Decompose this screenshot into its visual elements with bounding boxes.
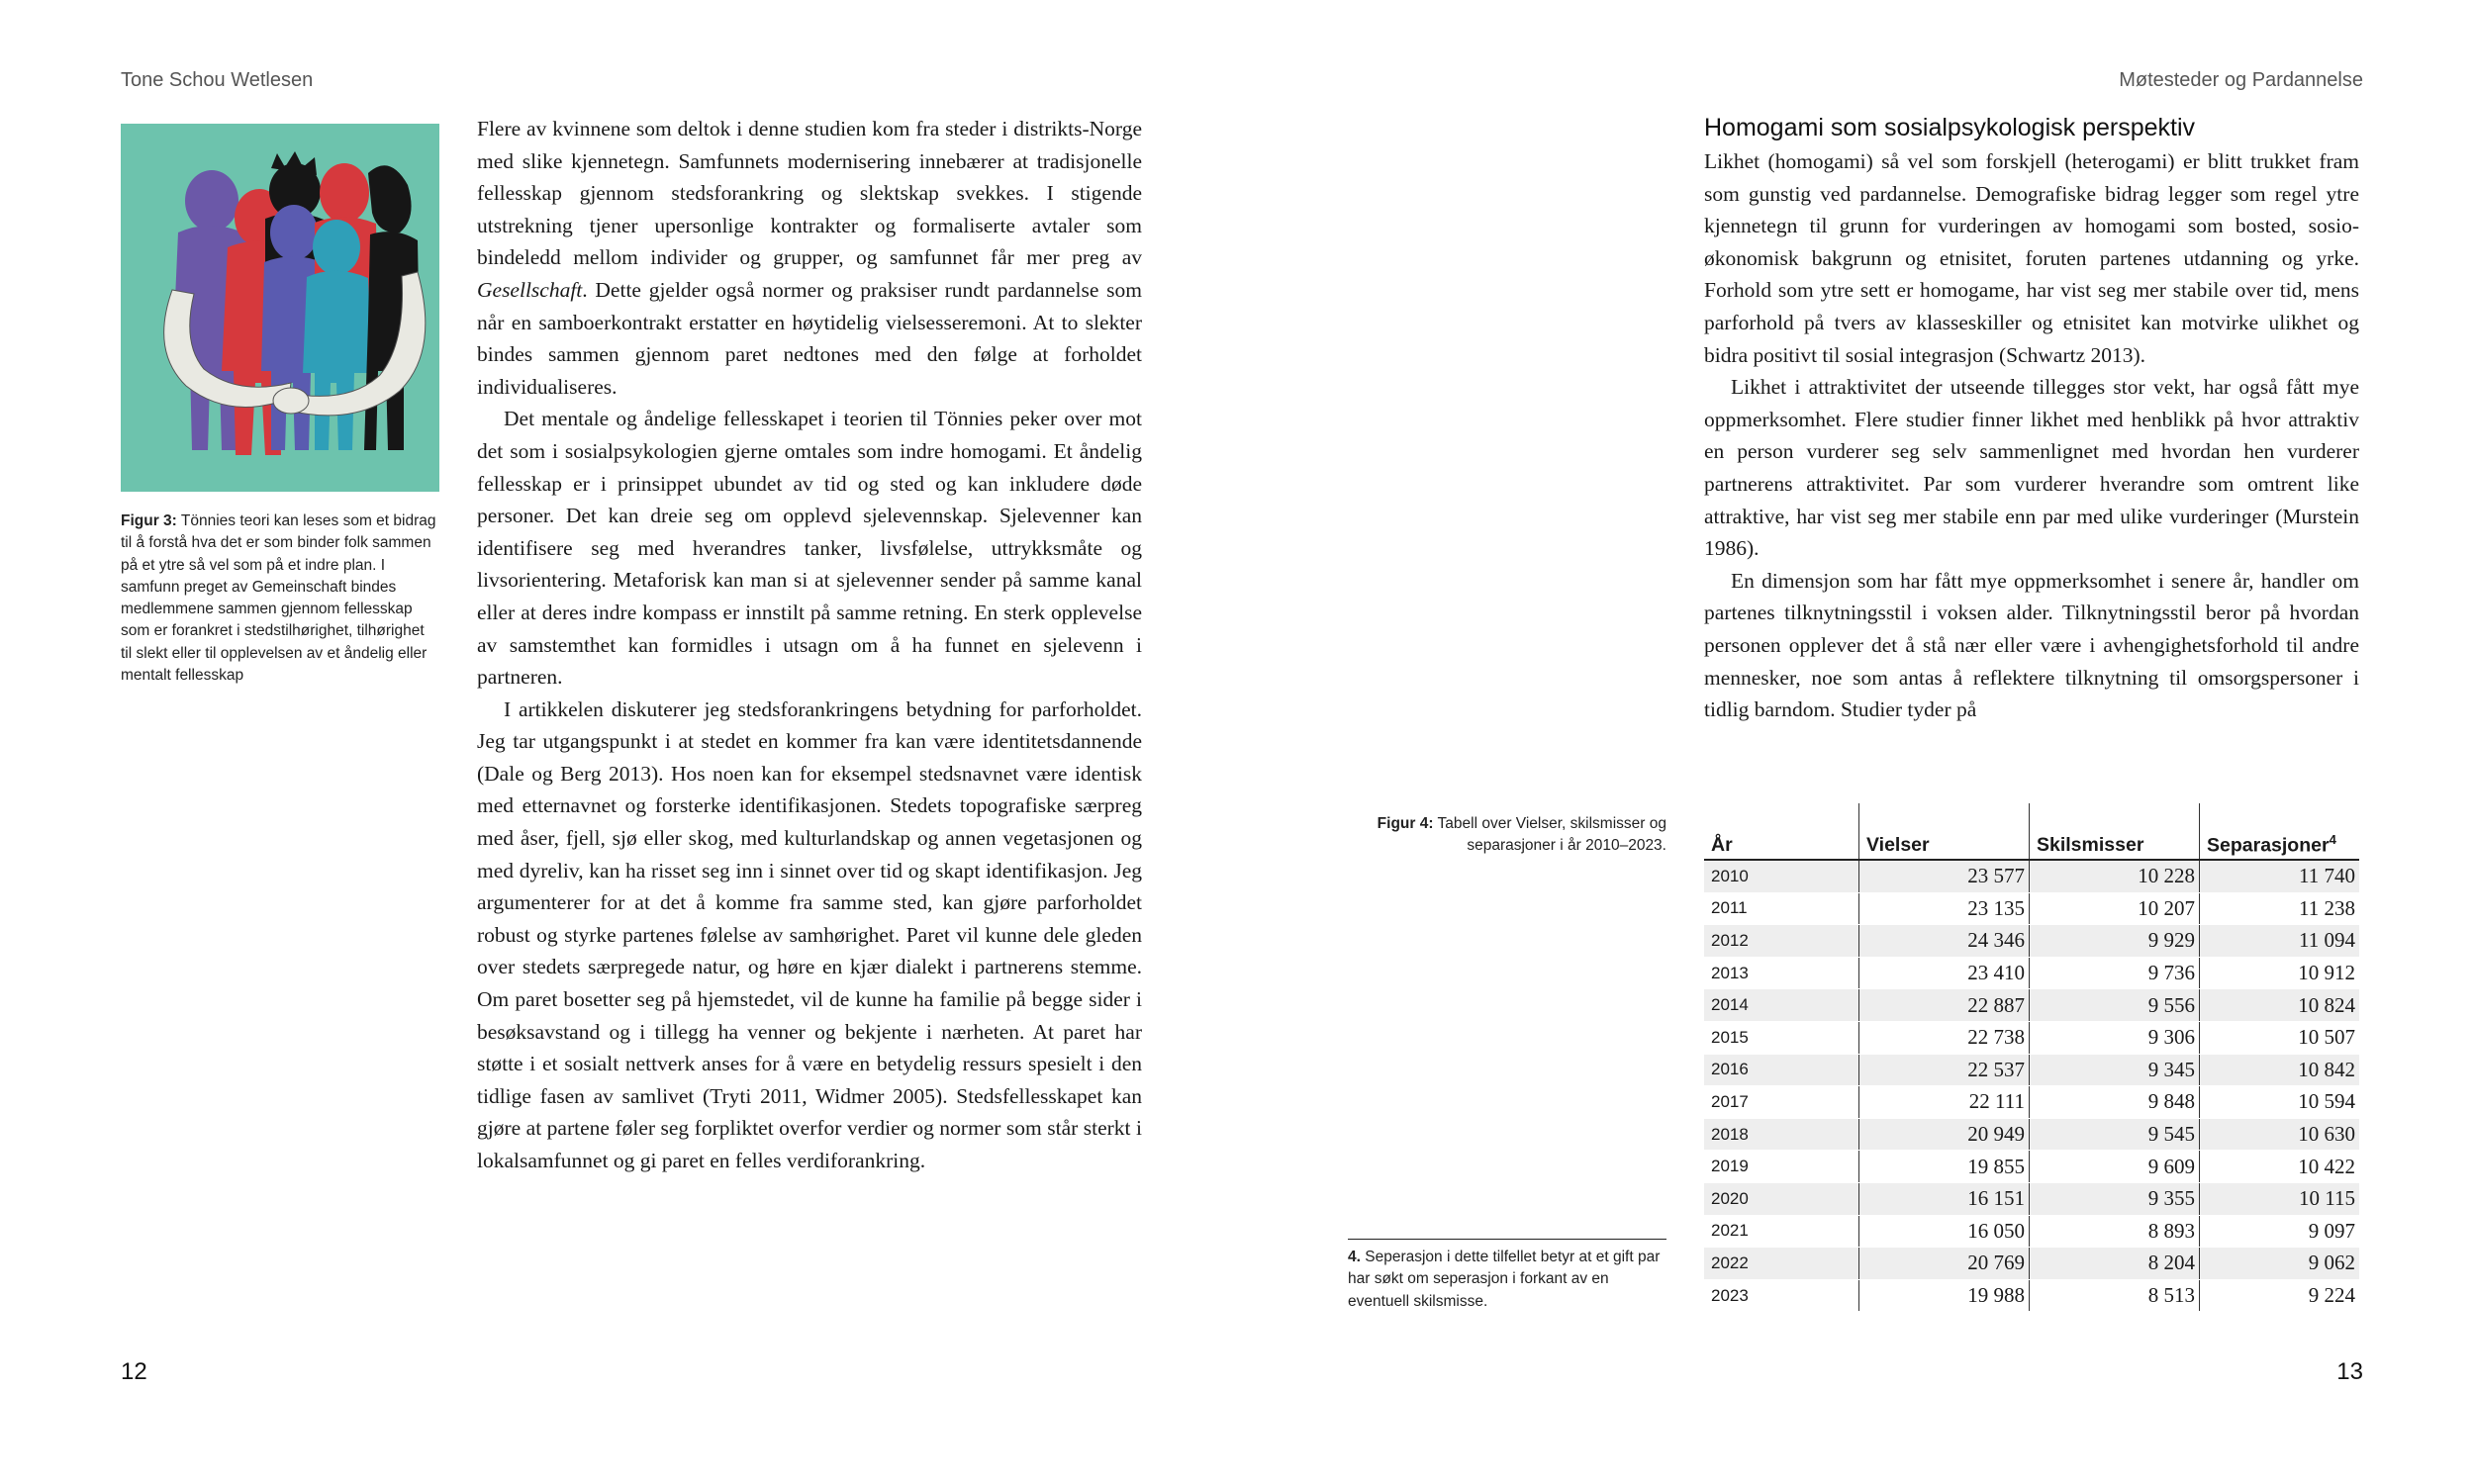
stats-table	[1704, 803, 2359, 1312]
figure-3-text: Tönnies teori kan leses som et bidrag til å forstå hva det er som binder folk sammen på et ytre så vel som på et indre plan. I samfunn preget av Gemeinschaft bindes medlemmene sammen gjennom fellesskap som er forankret i stedstilhørighet, tilhørighet til slekt eller til opplevelsen av et åndelig eller mentalt fellesskap	[121, 512, 436, 685]
cell-year: 2010	[1704, 860, 1859, 892]
footnote	[1348, 1247, 1666, 1313]
left-paragraph-1-end: . Dette gjelder også normer og praksiser rundt pardannelse som når en samboerkontrakt erstatter en høytidelig vielsesseremoni. At to slekter bindes sammen gjennom paret nedtones med den følge at forholdet individualiseres.	[477, 277, 1142, 399]
page-number-left: 12	[121, 1358, 147, 1385]
cell-skilsmisser: 8 204	[2030, 1248, 2200, 1280]
page-number-right: 13	[2336, 1358, 2363, 1385]
table-row	[1704, 1279, 2359, 1312]
cell-year: 2022	[1704, 1248, 1859, 1280]
footnote-marker: 4	[2329, 831, 2336, 847]
table-body	[1704, 860, 2359, 1312]
cell-vielser: 16 050	[1859, 1215, 2030, 1248]
cell-year: 2017	[1704, 1086, 1859, 1119]
left-body-column	[477, 113, 1142, 1177]
footnote-rule	[1348, 1239, 1666, 1240]
cell-skilsmisser: 9 306	[2030, 1021, 2200, 1054]
cell-vielser: 19 855	[1859, 1151, 2030, 1183]
header-year: År	[1704, 803, 1859, 860]
cell-year: 2014	[1704, 989, 1859, 1022]
table-row	[1704, 989, 2359, 1022]
table-row	[1704, 1021, 2359, 1054]
table-row	[1704, 860, 2359, 892]
cell-vielser: 16 151	[1859, 1182, 2030, 1215]
cell-year: 2015	[1704, 1021, 1859, 1054]
cell-vielser: 20 949	[1859, 1118, 2030, 1151]
figure-4-caption	[1348, 813, 1666, 858]
figure-3-caption	[121, 510, 439, 687]
cell-separasjoner: 11 238	[2200, 892, 2360, 925]
header-separasjoner-label: Separasjoner	[2207, 834, 2330, 856]
cell-skilsmisser: 9 355	[2030, 1182, 2200, 1215]
cell-year: 2023	[1704, 1279, 1859, 1312]
cell-vielser: 23 135	[1859, 892, 2030, 925]
table-row	[1704, 1054, 2359, 1086]
cell-skilsmisser: 9 929	[2030, 925, 2200, 958]
right-paragraph-2: Likhet i attraktivitet der utseende tillegges stor vekt, har også fått mye oppmerksomhet. Flere studier finner likhet med henblikk på hvor attraktiv en person vurderer seg selv sammenlignet med hvordan hen vurderer partnerens attraktivitet. Par som vurderer hverandre som omtrent like attraktive, har vist seg mer stabile enn par med ulike vurderinger (Murstein 1986).	[1704, 375, 2359, 561]
embracing-people-illustration	[121, 124, 439, 492]
cell-separasjoner: 10 115	[2200, 1182, 2360, 1215]
cell-separasjoner: 10 842	[2200, 1054, 2360, 1086]
cell-separasjoner: 9 097	[2200, 1215, 2360, 1248]
cell-separasjoner: 10 912	[2200, 957, 2360, 989]
figure-3-label: Figur 3:	[121, 512, 177, 529]
footnote-label: 4.	[1348, 1249, 1361, 1265]
figure-4-text: Tabell over Vielser, skilsmisser og separasjoner i år 2010–2023.	[1437, 815, 1666, 855]
table-row	[1704, 1118, 2359, 1151]
running-head-right: Møtesteder og Pardannelse	[2119, 69, 2363, 91]
cell-vielser: 24 346	[1859, 925, 2030, 958]
left-paragraph-1	[477, 113, 1142, 403]
cell-skilsmisser: 10 207	[2030, 892, 2200, 925]
cell-separasjoner: 10 824	[2200, 989, 2360, 1022]
table-row	[1704, 957, 2359, 989]
left-paragraph-3: I artikkelen diskuterer jeg stedsforankringens betydning for parforholdet. Jeg tar utgangspunkt i at stedet en kommer fra kan være identitetsdannende (Dale og Berg 2013). Hos noen kan for eksempel stedsnavnet være identisk med etternavnet og forsterke identifikasjonen. Stedets topografiske særpreg med åser, fjell, sjø eller skog, med kulturlandskap og annen vegetasjonen og med dyreliv, kan ha risset seg inn i sinnet over tid og skapt identifikasjon. Jeg argumenterer for at det å komme fra samme sted, kan gjøre parforholdet robust og styrke partenes følelse av samhørighet. Paret vil kunne dele gleden over stedets særpregede natur, og høre en kjær dialekt i partnerens stemme. Om paret bosetter seg på hjemstedet, vil de kunne ha familie på begge sider i besøksavstand og i tillegg ha venner og bekjente i nærheten. At paret har støtte i et sosialt nettverk anses for å være en betydelig ressurs spesielt i den tidlige fasen av samlivet (Tryti 2011, Widmer 2005). Stedsfellesskapet kan gjøre at partene føler seg forpliktet overfor verdier og normer som står sterkt i lokalsamfunnet og gi paret en felles verdiforankring.	[477, 696, 1142, 1172]
footnote-text: Seperasjon i dette tilfellet betyr at et gift par har søkt om seperasjon i forkant av en eventuell skilsmisse.	[1348, 1249, 1661, 1310]
cell-separasjoner: 9 062	[2200, 1248, 2360, 1280]
right-body-column	[1704, 145, 2359, 726]
cell-year: 2020	[1704, 1182, 1859, 1215]
cell-vielser: 23 577	[1859, 860, 2030, 892]
cell-skilsmisser: 10 228	[2030, 860, 2200, 892]
table-row	[1704, 1248, 2359, 1280]
cell-vielser: 20 769	[1859, 1248, 2030, 1280]
cell-year: 2021	[1704, 1215, 1859, 1248]
table-row	[1704, 925, 2359, 958]
table-row	[1704, 1086, 2359, 1119]
left-paragraph-2: Det mentale og åndelige fellesskapet i teorien til Tönnies peker over mot det som i sosialpsykologien gjerne omtales som indre homogami. Et åndelig fellesskap er i prinsippet ubundet av tid og sted og kan inkludere døde personer. Det kan dreie seg om opplevd sjelevennskap. Sjelevenner kan identifisere seg med hverandres tanker, livsfølelse, uttrykksmåte og livsorientering. Metaforisk kan man si at sjelevenner sender på samme kanal eller at deres indre kompass er innstilt på samme retning. En sterk opplevelse av samstemthet kan formidles i utsagn om å ha funnet en sjelevenn i partneren.	[477, 407, 1142, 690]
gesellschaft-term: Gesellschaft	[477, 277, 583, 302]
cell-skilsmisser: 9 545	[2030, 1118, 2200, 1151]
running-head-left: Tone Schou Wetlesen	[121, 69, 314, 91]
cell-year: 2012	[1704, 925, 1859, 958]
cell-separasjoner: 10 594	[2200, 1086, 2360, 1119]
cell-vielser: 23 410	[1859, 957, 2030, 989]
right-paragraph-3: En dimensjon som har fått mye oppmerksomhet i senere år, handler om partenes tilknytningsstil i voksen alder. Tilknytningsstil beror på hvordan personen opplever det å stå nær eller være i avhengighetsforhold til andre mennesker, noe som antas å reflektere tilknytning til omsorgspersoner i tidlig barndom. Studier tyder på	[1704, 568, 2359, 722]
left-paragraph-1-start: Flere av kvinnene som deltok i denne studien kom fra steder i distrikts-Norge med slike kjennetegn. Samfunnets modernisering innebærer at tradisjonelle fellesskap gjennom stedsforankring og slektskap svekkes. I stigende utstrekning tjener upersonlige kontrakter og formaliserte avtaler som bindeledd mellom individer og grupper, og samfunnet får mer preg av	[477, 117, 1142, 270]
cell-skilsmisser: 9 736	[2030, 957, 2200, 989]
section-heading: Homogami som sosialpsykologisk perspektiv	[1704, 114, 2196, 141]
cell-year: 2013	[1704, 957, 1859, 989]
cell-vielser: 19 988	[1859, 1279, 2030, 1312]
cell-skilsmisser: 8 893	[2030, 1215, 2200, 1248]
header-separasjoner	[2200, 803, 2360, 860]
figure-4-label: Figur 4:	[1377, 815, 1434, 832]
cell-separasjoner: 9 224	[2200, 1279, 2360, 1312]
table-header-row	[1704, 803, 2359, 860]
cell-separasjoner: 11 094	[2200, 925, 2360, 958]
cell-skilsmisser: 9 345	[2030, 1054, 2200, 1086]
cell-vielser: 22 537	[1859, 1054, 2030, 1086]
table-row	[1704, 1151, 2359, 1183]
cell-skilsmisser: 9 556	[2030, 989, 2200, 1022]
table-row	[1704, 1215, 2359, 1248]
cell-vielser: 22 887	[1859, 989, 2030, 1022]
cell-vielser: 22 738	[1859, 1021, 2030, 1054]
figure-3-illustration	[121, 124, 439, 492]
right-paragraph-1: Likhet (homogami) så vel som forskjell (heterogami) er blitt trukket fram som gunstig ved pardannelse. Demografiske bidrag legger som regel ytre kjennetegn til grunn for vurderingen av homogami som bosted, sosio-økonomisk bakgrunn og etnisitet, foruten partenes utdanning og yrke. Forhold som ytre sett er homogame, har vist seg mer stabile over tid, mens parforhold på tvers av klasseskiller og etnisitet kan motvirke ulikhet og bidra positivt til sosial integrasjon (Schwartz 2013).	[1704, 149, 2359, 367]
cell-skilsmisser: 9 848	[2030, 1086, 2200, 1119]
header-skilsmisser: Skilsmisser	[2030, 803, 2200, 860]
cell-year: 2011	[1704, 892, 1859, 925]
cell-year: 2018	[1704, 1118, 1859, 1151]
cell-separasjoner: 10 630	[2200, 1118, 2360, 1151]
cell-skilsmisser: 9 609	[2030, 1151, 2200, 1183]
table-row	[1704, 892, 2359, 925]
cell-year: 2019	[1704, 1151, 1859, 1183]
cell-separasjoner: 10 507	[2200, 1021, 2360, 1054]
header-vielser: Vielser	[1859, 803, 2030, 860]
cell-separasjoner: 10 422	[2200, 1151, 2360, 1183]
cell-separasjoner: 11 740	[2200, 860, 2360, 892]
table-row	[1704, 1182, 2359, 1215]
cell-year: 2016	[1704, 1054, 1859, 1086]
marriage-divorce-table	[1704, 803, 2359, 1312]
cell-skilsmisser: 8 513	[2030, 1279, 2200, 1312]
cell-vielser: 22 111	[1859, 1086, 2030, 1119]
